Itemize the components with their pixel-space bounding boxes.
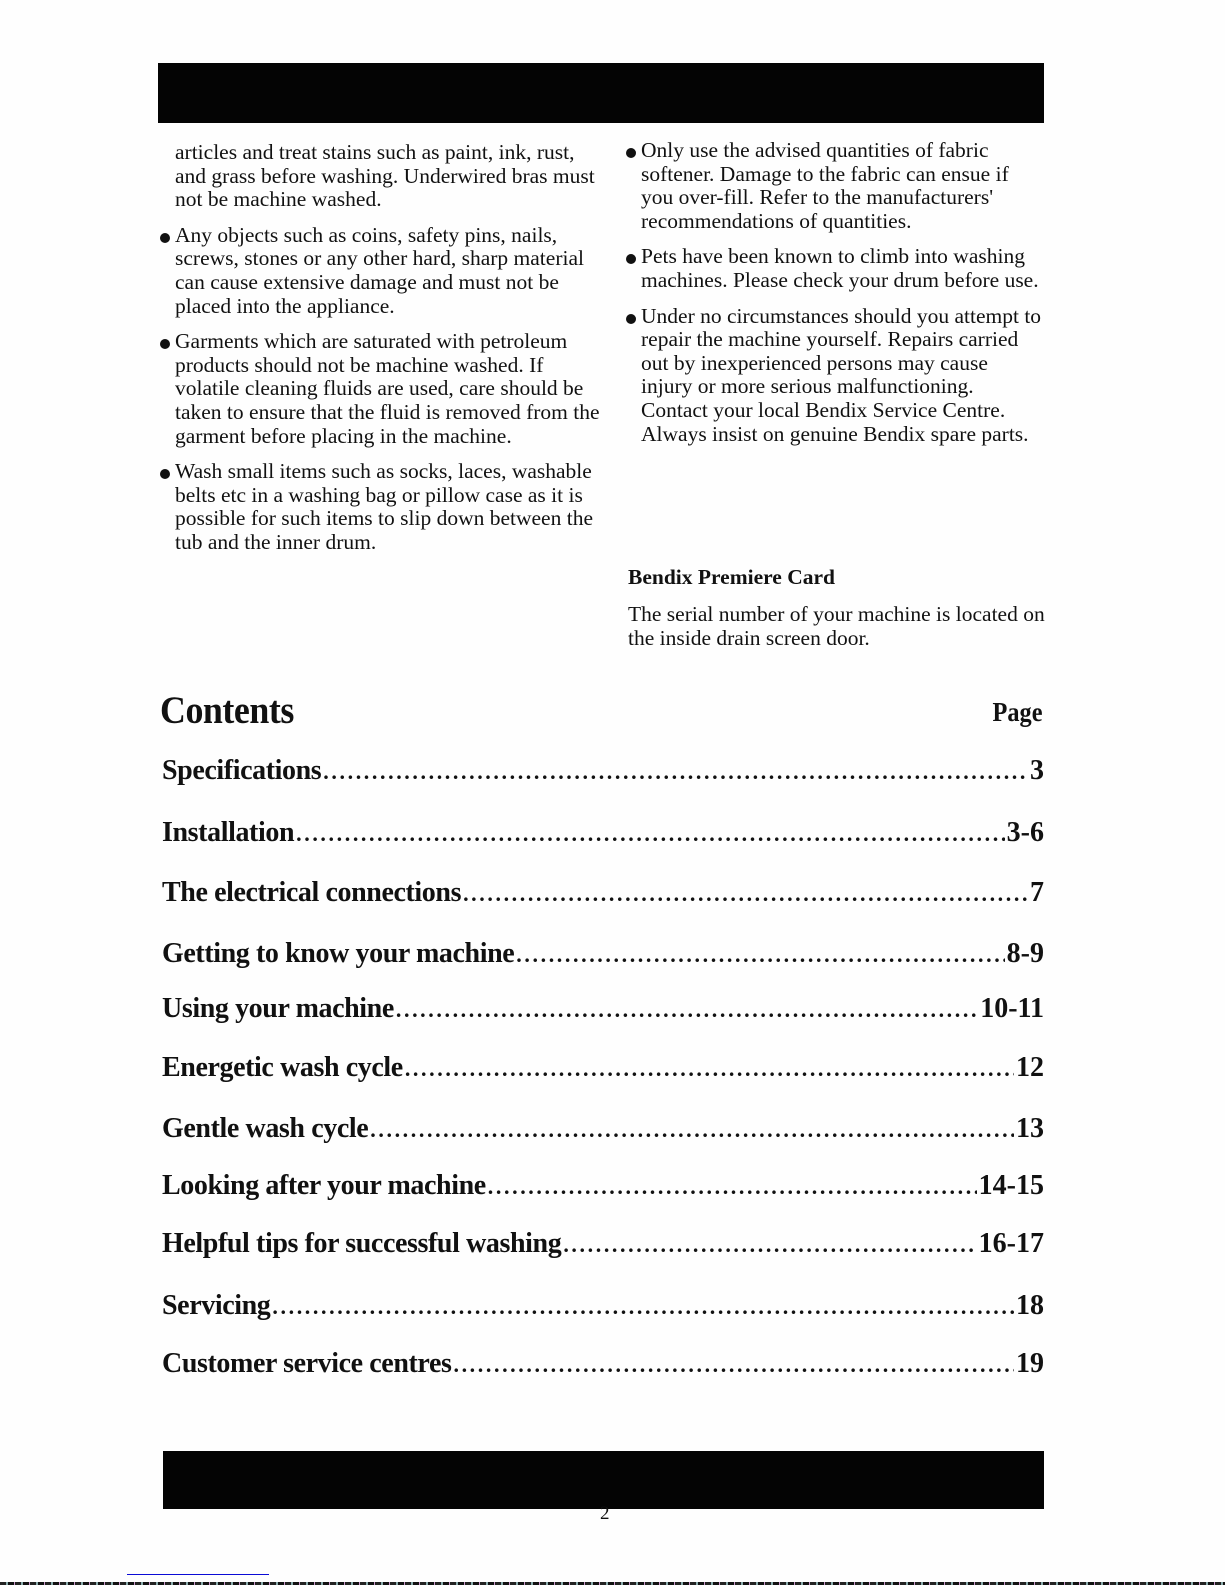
header-black-bar bbox=[158, 63, 1044, 123]
bullet-text: Wash small items such as socks, laces, washable belts etc in a washing bag or pillow case as it is possible for such items to slip down between the tub and the inner drum. bbox=[175, 459, 593, 554]
toc-entry-page: 16-17 bbox=[978, 1228, 1044, 1259]
paragraph-text: articles and treat stains such as paint, ink, rust, and grass before washing. Underwired bras must not be machine washed. bbox=[175, 140, 595, 212]
toc-entry[interactable] bbox=[162, 1170, 1044, 1204]
toc-leader-dots bbox=[396, 997, 978, 1023]
toc-entry-label: The electrical connections bbox=[162, 877, 462, 908]
toc-leader-dots bbox=[488, 1174, 977, 1200]
bullet-icon bbox=[626, 148, 636, 158]
toc-leader-dots bbox=[463, 881, 1028, 907]
toc-entry-page: 3-6 bbox=[1006, 817, 1044, 848]
toc-entry-page: 12 bbox=[1016, 1052, 1044, 1083]
toc-leader-dots bbox=[323, 759, 1028, 785]
toc-entry[interactable] bbox=[162, 1052, 1044, 1086]
toc-leader-dots bbox=[405, 1056, 1014, 1082]
bullet-item bbox=[624, 305, 1044, 447]
bullet-item bbox=[160, 330, 600, 448]
toc-entry-label: Helpful tips for successful washing bbox=[162, 1228, 562, 1259]
toc-entry-label: Servicing bbox=[162, 1290, 271, 1321]
toc-entry-label: Gentle wash cycle bbox=[162, 1113, 369, 1144]
bullet-text: Any objects such as coins, safety pins, nails, screws, stones or any other hard, sharp material can cause extensive damage and must not be placed into the appliance. bbox=[175, 222, 584, 318]
contents-page-heading: Page bbox=[992, 697, 1042, 727]
toc-entry-label: Using your machine bbox=[162, 993, 394, 1024]
toc-entry[interactable] bbox=[162, 993, 1044, 1027]
toc-leader-dots bbox=[272, 1294, 1014, 1320]
left-column bbox=[160, 141, 600, 567]
paragraph-continued bbox=[160, 141, 600, 212]
toc-entry[interactable] bbox=[162, 938, 1044, 972]
toc-entry[interactable] bbox=[162, 1228, 1044, 1262]
bullet-item bbox=[160, 460, 600, 554]
toc-entry-label: Specifications bbox=[162, 755, 322, 786]
toc-entry-page: 8-9 bbox=[1006, 938, 1044, 969]
premiere-card-text: The serial number of your machine is located on the inside drain screen door. bbox=[628, 602, 1045, 650]
toc-entry-label: Energetic wash cycle bbox=[162, 1052, 403, 1083]
contents-title: Contents bbox=[160, 689, 294, 732]
toc-leader-dots bbox=[453, 1352, 1014, 1378]
toc-entry[interactable] bbox=[162, 755, 1044, 789]
bullet-icon bbox=[160, 233, 170, 243]
footer-black-bar bbox=[163, 1451, 1044, 1509]
bullet-icon bbox=[626, 254, 636, 264]
toc-entry-label: Customer service centres bbox=[162, 1348, 452, 1379]
toc-leader-dots bbox=[296, 821, 1005, 847]
premiere-card-heading: Bendix Premiere Card bbox=[628, 565, 836, 589]
toc-entry-page: 14-15 bbox=[978, 1170, 1044, 1201]
bullet-icon bbox=[160, 339, 170, 349]
bullet-text: Pets have been known to climb into washing machines. Please check your drum before use. bbox=[641, 244, 1039, 292]
link-underline[interactable] bbox=[127, 1574, 269, 1575]
bullet-text: Garments which are saturated with petroleum products should not be machine washed. If volatile cleaning fluids are used, care should be taken to ensure that the fluid is removed from the garment before placing in the machine. bbox=[175, 329, 600, 448]
toc-entry-label: Installation bbox=[162, 817, 295, 848]
bullet-item bbox=[624, 245, 1044, 292]
toc-entry-page: 3 bbox=[1030, 755, 1044, 786]
toc-entry[interactable] bbox=[162, 1290, 1044, 1324]
toc-entry-page: 19 bbox=[1016, 1348, 1044, 1379]
toc-entry-page: 7 bbox=[1030, 877, 1044, 908]
toc-entry-page: 18 bbox=[1016, 1290, 1044, 1321]
toc-entry-page: 10-11 bbox=[980, 993, 1044, 1024]
bullet-icon bbox=[626, 314, 636, 324]
right-column bbox=[624, 139, 1044, 458]
page-number: 2 bbox=[600, 1503, 610, 1524]
toc-leader-dots bbox=[516, 942, 1004, 968]
toc-entry[interactable] bbox=[162, 1113, 1044, 1147]
bullet-text: Only use the advised quantities of fabric softener. Damage to the fabric can ensue if you over-fill. Refer to the manufacturers' recommendations of quantities. bbox=[641, 138, 1009, 233]
bullet-item bbox=[624, 139, 1044, 233]
toc-entry-label: Getting to know your machine bbox=[162, 938, 515, 969]
toc-entry[interactable] bbox=[162, 817, 1044, 851]
toc-entry-label: Looking after your machine bbox=[162, 1170, 486, 1201]
toc-entry[interactable] bbox=[162, 1348, 1044, 1382]
bullet-item bbox=[160, 224, 600, 318]
bullet-icon bbox=[160, 469, 170, 479]
toc-leader-dots bbox=[370, 1117, 1014, 1143]
toc-entry-page: 13 bbox=[1016, 1113, 1044, 1144]
bullet-text: Under no circumstances should you attempt to repair the machine yourself. Repairs carried out by inexperienced persons may cause injury or more serious malfunctioning. Contact your local Bendix Service Centre. Always insist on genuine Bendix spare parts. bbox=[641, 303, 1042, 446]
toc-entry[interactable] bbox=[162, 877, 1044, 911]
toc-leader-dots bbox=[563, 1232, 976, 1258]
